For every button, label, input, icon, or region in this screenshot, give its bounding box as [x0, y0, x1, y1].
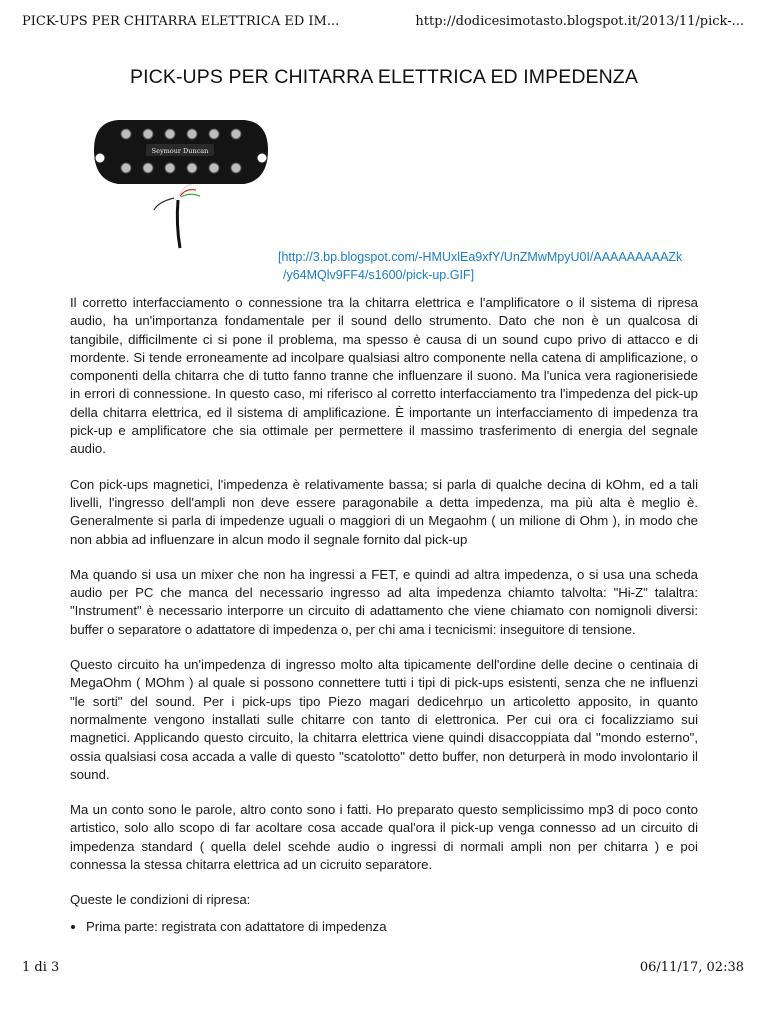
print-header-title: PICK-UPS PER CHITARRA ELETTRICA ED IM...	[22, 14, 340, 29]
pole-piece	[121, 163, 131, 173]
image-link[interactable]	[278, 248, 682, 284]
page-number: 1 di 3	[22, 960, 60, 975]
print-header-url: http://dodicesimotasto.blogspot.it/2013/11/pick-...	[415, 14, 744, 29]
article-body	[70, 294, 698, 936]
paragraph: Con pick-ups magnetici, l'impedenza è relativamente bassa; si parla di qualche decina di kOhm, ed a tali livelli, l'ingresso dell'ampli non deve essere paragonabile a detta impedenza, ma più alta è meglio è. Generalmente si parla di impedenze uguali o maggiori di un Megaohm ( un milione di Ohm ), in modo che non abbia ad influenzare in alcun modo il segnale fornito dal pick-up	[70, 476, 698, 547]
pickup-image	[88, 110, 274, 250]
pickup-brand-label: Seymour Duncan	[151, 147, 209, 155]
paragraph: Il corretto interfacciamento o connessione tra la chitarra elettrica e l'amplificatore o il sistema di ripresa audio, ha un'importanza fondamentale per il sound dello strumento. Dato che non è un qualcosa di tangibile, difficilmente ci si pone il problema, ma spesso è causa di un sound cupo privo di attacco e di mordente. Si tende erroneamente ad incolpare qualsiasi altro componente nella catena di amplificazione, o componenti della chitarra che di tutto fanno tranne che influenzare il suono. Ma l'unica vera ragionerisiede in errori di connessione. In questo caso, mi riferisco al corretto interfacciamento tra l'impedenza del pick-up della chitarra elettrica, ed il sistema di amplificazione. È importante un interfacciamento di impedenza tra pick-up e amplificatore che sia ottimale per permettere il massimo trasferimento di energia del segnale audio.	[70, 295, 698, 457]
pole-piece	[143, 129, 153, 139]
pole-piece	[121, 129, 131, 139]
pole-piece	[187, 129, 197, 139]
pole-piece	[231, 129, 241, 139]
pole-piece	[143, 163, 153, 173]
image-link-line-2[interactable]: /y64MQlv9FF4/s1600/pick-up.GIF]	[283, 268, 475, 282]
pole-piece	[209, 163, 219, 173]
paragraph: Questo circuito ha un'impedenza di ingresso molto alta tipicamente dell'ordine delle decine o centinaia di MegaOhm ( MOhm ) al quale si possono connettere tutti i tipi di pick-ups esistenti, senza che ne influenzi "le sorti" del sound. Per i pick-ups tipo Piezo magari dedicehrµo un articoletto apposito, in quanto normalmente vengono installati sulle chitarre con tanto di elettronica. Per cui ora ci focalizziamo sui magnetici. Applicando questo circuito, la chitarra elettrica viene quindi disaccoppiata dal "mondo esterno", ossia qualsiasi cosa accada a valle di questo "scatolotto" detto buffer, non deturperà in modo involontario il sound.	[70, 657, 698, 782]
paragraph: Queste le condizioni di ripresa:	[70, 892, 251, 908]
list-item: • Prima parte: registrata con adattatore di impedenza	[86, 918, 698, 936]
pole-piece	[165, 129, 175, 139]
paragraph: Ma quando si usa un mixer che non ha ingressi a FET, e quindi ad altra impedenza, o si usa una scheda audio per PC che manca del necessario ingresso ad alta impedenza chiamto talvolta: "Hi-Z" talaltra: "Instrument" è necessario interporre un circuito di adattamento che viene chiamato con nomignoli diversi: buffer o separatore o adattatore di impedenza o, per chi ama i tecnicismi: inseguitore di tensione.	[70, 566, 698, 637]
pole-piece	[231, 163, 241, 173]
pole-piece	[209, 129, 219, 139]
pole-piece	[187, 163, 197, 173]
paragraph: Ma un conto sono le parole, altro conto sono i fatti. Ho preparato questo semplicissimo mp3 di poco conto artistico, solo allo scopo di far acoltare cosa accade qual'ora il pick-up venga connesso ad un circuito di impedenza standard ( quella delel scehde audio o ingressi di normali ampli non per chitarra ) e poi connessa la stessa chitarra elettrica ad un cicruito separatore.	[70, 802, 698, 873]
pole-piece	[165, 163, 175, 173]
conditions-list	[70, 918, 698, 936]
print-datetime: 06/11/17, 02:38	[639, 960, 744, 975]
image-link-line-1[interactable]: [http://3.bp.blogspot.com/-HMUxlEa9xfY/UnZMwMpyU0I/AAAAAAAAAZk	[278, 250, 683, 264]
article-title: PICK-UPS PER CHITARRA ELETTRICA ED IMPEDENZA	[130, 66, 638, 88]
